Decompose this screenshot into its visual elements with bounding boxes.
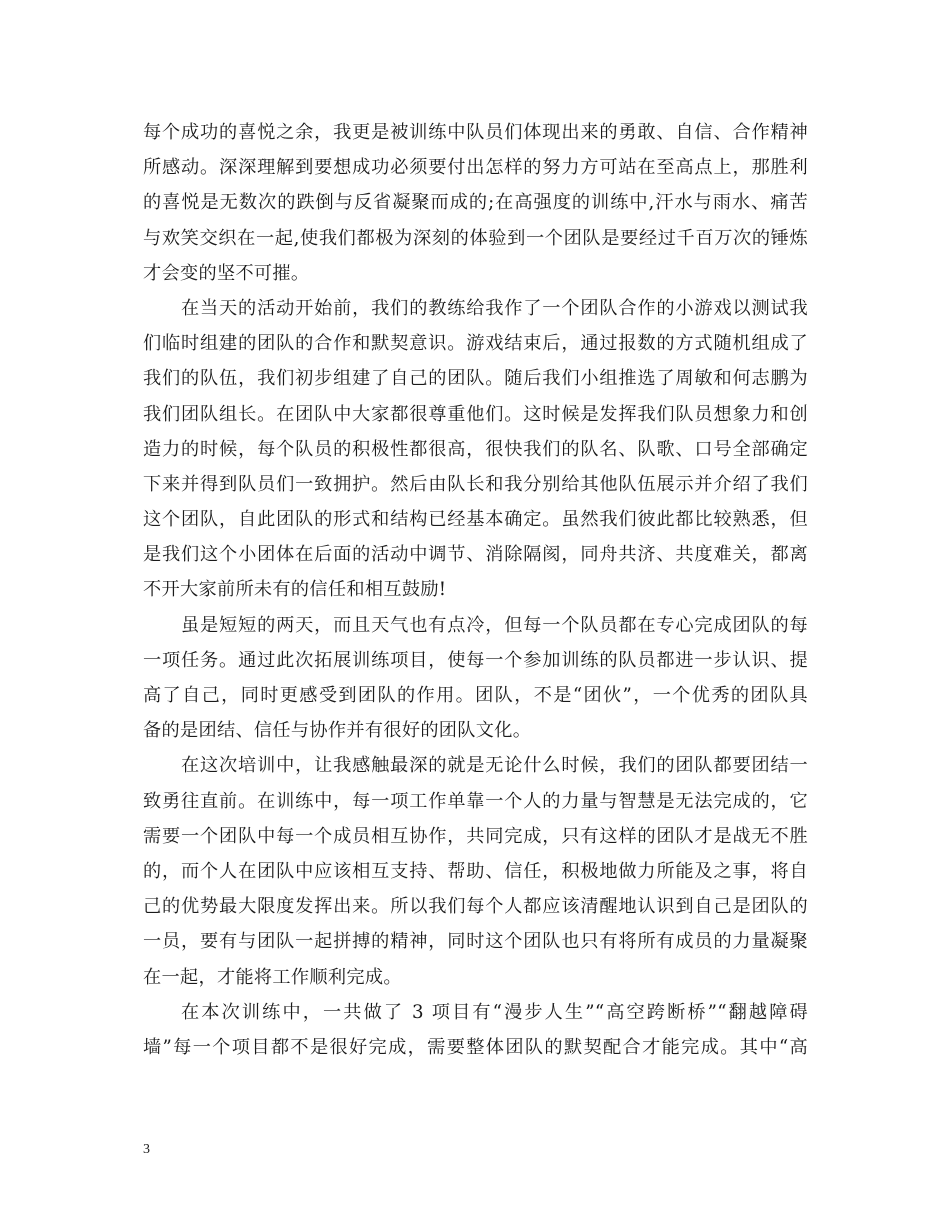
text-line: 我们团队组长。在团队中大家都很尊重他们。这时候是发挥我们队员想象力和创 xyxy=(143,403,808,425)
page-number: 3 xyxy=(143,1142,150,1157)
text-line: 需要一个团队中每一个成员相互协作，共同完成，只有这样的团队才是战无不胜 xyxy=(143,825,808,847)
text-line: 的，而个人在团队中应该相互支持、帮助、信任，积极地做力所能及之事，将自 xyxy=(143,860,808,882)
text-line: 致勇往直前。在训练中，每一项工作单靠一个人的力量与智慧是无法完成的，它 xyxy=(143,790,808,812)
text-line: 与欢笑交织在一起,使我们都极为深刻的体验到一个团队是要经过千百万次的锤炼 xyxy=(143,227,808,249)
paragraph xyxy=(143,291,808,608)
text-line: 虽是短短的两天，而且天气也有点冷，但每一个队员都在专心完成团队的每 xyxy=(181,614,808,636)
body-text xyxy=(143,115,808,1065)
text-line: 在本次训练中，一共做了 3 项目有“漫步人生”“高空跨断桥”“翻越障碍 xyxy=(181,1001,808,1023)
text-line: 所感动。深深理解到要想成功必须要付出怎样的努力方可站在至高点上，那胜利 xyxy=(143,157,808,179)
text-line: 是我们这个小团体在后面的活动中调节、消除隔阂，同舟共济、共度难关，都离 xyxy=(143,544,808,566)
text-line: 下来并得到队员们一致拥护。然后由队长和我分别给其他队伍展示并介绍了我们 xyxy=(143,473,808,495)
text-line: 们临时组建的团队的合作和默契意识。游戏结束后，通过报数的方式随机组成了 xyxy=(143,333,808,355)
text-line: 这个团队，自此团队的形式和结构已经基本确定。虽然我们彼此都比较熟悉，但 xyxy=(143,509,808,531)
text-line: 在当天的活动开始前，我们的教练给我作了一个团队合作的小游戏以测试我 xyxy=(181,297,808,319)
text-line: 在这次培训中，让我感触最深的就是无论什么时候，我们的团队都要团结一 xyxy=(181,755,808,777)
text-line: 备的是团结、信任与协作并有很好的团队文化。 xyxy=(143,720,532,742)
text-line: 不开大家前所未有的信任和相互鼓励! xyxy=(143,579,447,601)
text-line: 墙”每一个项目都不是很好完成，需要整体团队的默契配合才能完成。其中“高 xyxy=(143,1036,808,1058)
text-line: 一项任务。通过此次拓展训练项目，使每一个参加训练的队员都进一步认识、提 xyxy=(143,649,808,671)
text-line: 造力的时候，每个队员的积极性都很高，很快我们的队名、队歌、口号全部确定 xyxy=(143,438,808,460)
text-line: 我们的队伍，我们初步组建了自己的团队。随后我们小组推选了周敏和何志鹏为 xyxy=(143,368,808,390)
text-line: 己的优势最大限度发挥出来。所以我们每个人都应该清醒地认识到自己是团队的 xyxy=(143,896,808,918)
paragraph xyxy=(143,995,808,1065)
text-line: 一员，要有与团队一起拼搏的精神，同时这个团队也只有将所有成员的力量凝聚 xyxy=(143,931,808,953)
text-line: 高了自己，同时更感受到团队的作用。团队，不是“团伙”，一个优秀的团队具 xyxy=(143,685,808,706)
text-line: 才会变的坚不可摧。 xyxy=(143,262,310,284)
paragraph xyxy=(143,608,808,749)
paragraph xyxy=(143,115,808,291)
paragraph xyxy=(143,748,808,994)
text-line: 的喜悦是无数次的跌倒与反省凝聚而成的;在高强度的训练中,汗水与雨水、痛苦 xyxy=(143,192,808,214)
text-line: 在一起，才能将工作顺利完成。 xyxy=(143,966,402,988)
text-line: 每个成功的喜悦之余，我更是被训练中队员们体现出来的勇敢、自信、合作精神 xyxy=(143,122,808,143)
